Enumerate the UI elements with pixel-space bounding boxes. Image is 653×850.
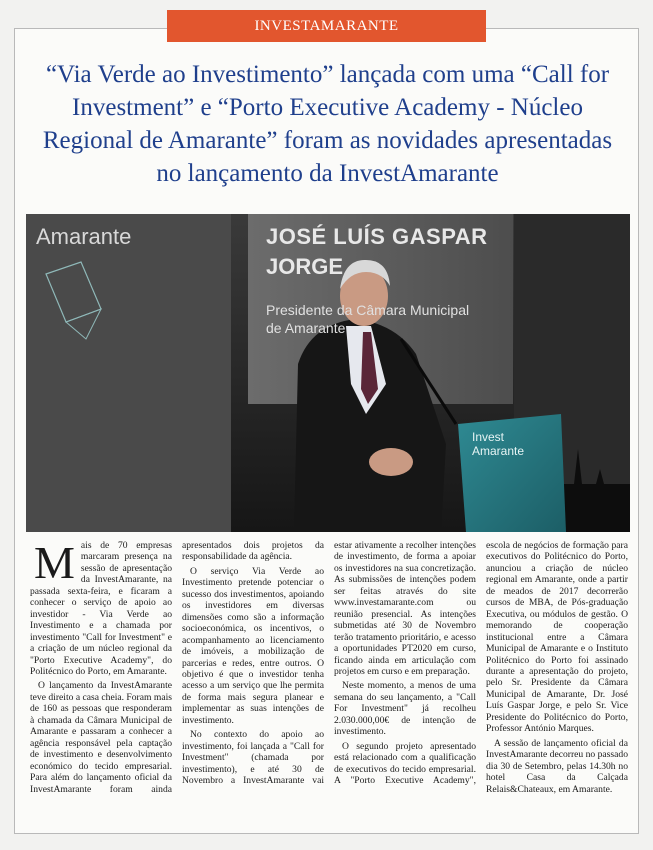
article-paragraph-6: O segundo projeto apresentado está relacionado com a qualificação de executivos do tecido empresarial. A "Porto Executive Academy", escola de negócios de formação para executivos do Politécnico do Porto, anunciou a criação de núcleo regional em Amarante, onde a partir de meados de 2017 decorrerão cursos de MBA, de Pós-graduação Executiva, ou módulos de gestão. O memorando de cooperação institucional entre a Câmara Municipal de Amarante e o Instituto Politécnico do Porto foi assinado durante a apresentação do projeto, pelo Sr. Presidente da Câmara Municipal de Amarante, Dr. José Luís Gaspar Jorge, e pelo Sr. Vice Presidente do Politécnico do Porto, Professor António Marques.: [334, 540, 628, 787]
article-paragraph-5: Neste momento, a menos de uma semana do seu lançamento, a "Call For Investment" já recolheu 2.030.000,00€ de intenção de investimento.: [334, 680, 476, 738]
speaker-role-line1: Presidente da Câmara Municipal: [266, 302, 470, 318]
dropcap: M: [34, 537, 75, 588]
screen-brand-text: Amarante: [36, 224, 132, 249]
speaker-name-line2: JORGE: [266, 254, 344, 279]
article-paragraph-1: Mais de 70 empresas marcaram presença na sessão de apresentação da InvestAmarante, na passada sexta-feira, e ficaram a conhecer o serviço de apoio ao investidor - Via Verde ao Investimento e a chamada por investimento "Call for Investment" e a criação de um núcleo regional da "Porto Executive Academy", do Politécnico do Porto, em Amarante.: [30, 537, 172, 677]
speaker-role-line2: de Amarante: [266, 320, 346, 336]
event-photo: [26, 214, 630, 532]
article-paragraph-7: A sessão de lançamento oficial da InvestAmarante decorreu no passado dia 30 de Setembro, pelas 14.30h no hotel Casa da Calçada Relais&Chateaux, em Amarante.: [486, 737, 628, 795]
article-body: [30, 537, 628, 830]
podium-logo-line1: Invest: [472, 430, 505, 444]
article-paragraph-2: O lançamento da InvestAmarante teve direito a casa cheia. Foram mais de 160 as pessoas que responderam à chamada da Câmara Municipal de Amarante e passaram a conhecer a agência responsável pela captação de investimento e desenvolvimento económico do tecido empresarial. Para além do lançamento oficial da InvestAmarante foram ainda apresentados dois projetos da responsabilidade da agência.: [30, 540, 324, 795]
article-paragraph-4: No contexto do apoio ao investimento, foi lançada a "Call for Investment" (chamada por investimento), e até 30 de Novembro a InvestAmarante vai estar ativamente a recolher intenções de investimento, de forma a apoiar os investidores na sua concretização. As submissões de intenções podem ser feitas através do site www.investamarante.com ou reunião presencial. As intenções submetidas até 30 de Novembro terão tratamento prioritário, e acesso a oportunidades PT2020 em curso, ficando ainda em articulação com projetos em curso e em preparação.: [182, 540, 476, 787]
headline: “Via Verde ao Investimento” lançada com uma “Call for Investment” e “Porto Executive Academy - Núcleo Regional de Amarante” foram as novidades apresentadas no lançamento da InvestAmarante: [42, 61, 613, 187]
section-tag: INVESTAMARANTE: [167, 10, 486, 42]
speaker-name-line1: JOSÉ LUÍS GASPAR: [266, 224, 488, 249]
article-paragraph-3: O serviço Via Verde ao Investimento pretende potenciar o sucesso dos investimentos, apoiando os investidores em diversas dimensões como são a informação socioeconómica, os incentivos, o acompanhamento ao licenciamento de imóveis, a mobilização de parcerias e redes, entre outros. O objetivo é que o investidor tenha acesso a um serviço que lhe permita de forma mais segura planear e implementar as suas intenções de investimento.: [182, 565, 324, 726]
podium-logo-line2: Amarante: [472, 444, 525, 458]
